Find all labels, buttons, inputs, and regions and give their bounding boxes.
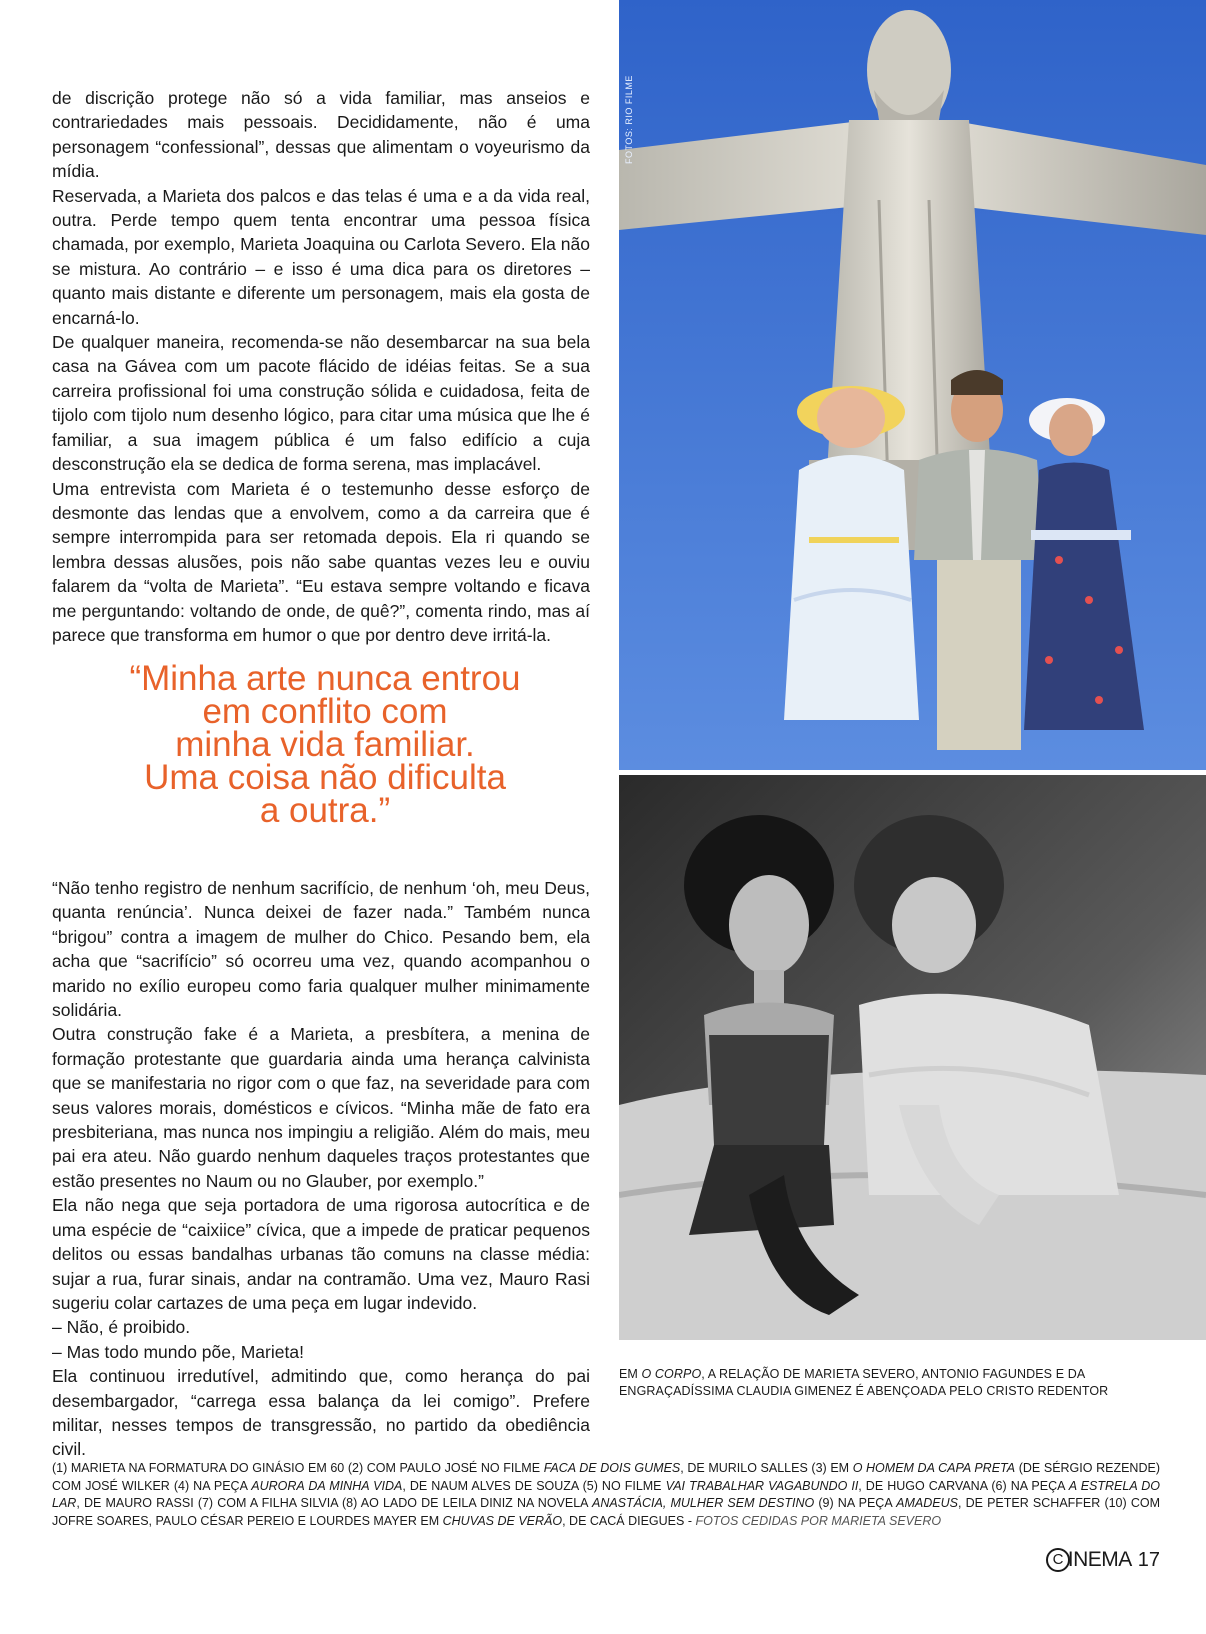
paragraph: Outra construção fake é a Marieta, a presbítera, a menina de formação protestante que guardaria ainda uma herança calvinista que se manifestaria no rigor com o que faz, na severidade para com seus valores morais, domésticos e cívicos. “Minha mãe de fato era presbiteriana, mas nunca nos impingiu a religião. Além do mais, meu pai era ateu. Não guardo nenhum daqueles traços protestantes que estão presentes no Naum ou no Glauber, por exemplo.”	[52, 1024, 590, 1191]
caption-part: , DE MAURO RASSI (7) COM A FILHA SILVIA (8) AO LADO DE LEILA DINIZ NA NOVELA	[76, 1496, 592, 1510]
photo-credit-line: FOTOS CEDIDAS POR MARIETA SEVERO	[695, 1513, 942, 1528]
pull-quote-line: Uma coisa não dificulta	[144, 758, 506, 797]
caption-title: VAI TRABALHAR VAGABUNDO II	[665, 1478, 859, 1493]
footer	[1046, 1548, 1160, 1572]
logo-initial: C	[1046, 1548, 1070, 1572]
caption-film-title: O CORPO	[641, 1367, 702, 1381]
caption-part: (1) MARIETA NA FORMATURA DO GINÁSIO EM 60 (2) COM PAULO JOSÉ NO FILME	[52, 1461, 544, 1475]
photo-cristo-redentor	[619, 0, 1206, 770]
photo-list-caption	[52, 1460, 1160, 1530]
paragraph: – Não, é proibido.	[52, 1317, 191, 1338]
caption-title: A ESTRELA DO LAR	[52, 1478, 1160, 1510]
pull-quote-line: em conflito com	[202, 692, 448, 731]
page-number: 17	[1137, 1548, 1160, 1571]
paragraph: Ela não nega que seja portadora de uma rigorosa autocrítica e de uma espécie de “caixiice” cívica, que a impede de praticar pequenos delitos ou essas bandalhas urbanas tão comuns na classe média: sujar a rua, furar sinais, andar na contramão. Uma vez, Mauro Rasi sugeriu colar cartazes de uma peça em lugar indevido.	[52, 1195, 590, 1313]
pull-quote-line: minha vida familiar.	[175, 725, 475, 764]
caption-title: CHUVAS DE VERÃO	[442, 1513, 563, 1528]
caption-title: ANASTÁCIA, MULHER SEM DESTINO	[591, 1496, 815, 1510]
paragraph: De qualquer maneira, recomenda-se não desembarcar na sua bela casa na Gávea com um pacote flácido de idéias feitas. Se a sua carreira profissional foi uma construção sólida e cuidadosa, feita de tijolo com tijolo num desenho lógico, para citar uma música que lhe é familiar, a sua imagem pública é um falso edifício a cuja desconstrução ela se dedica de forma serena, mas implacável.	[52, 332, 590, 475]
pull-quote	[60, 659, 590, 830]
caption-part: (9) NA PEÇA	[814, 1496, 897, 1510]
paragraph: – Mas todo mundo põe, Marieta!	[52, 1341, 304, 1362]
paragraph: Uma entrevista com Marieta é o testemunho desse esforço de desmonte das lendas que a envolvem, como a da carreira que é sempre interrompida para ser retomada depois. Ela ri quando se lembra dessas alusões, pois não sabe quantas vezes leu e ouviu falarem da “volta de Marieta”. “Eu estava sempre voltando e ficava me perguntando: voltando de onde, de quê?”, comenta rindo, mas aí parece que transforma em humor o que por dentro deve irritá-la.	[52, 478, 590, 645]
pull-quote-line: a outra.”	[259, 791, 391, 830]
photo-caption	[619, 1366, 1179, 1400]
pull-quote-line: “Minha arte nunca entrou	[129, 659, 521, 698]
caption-title: AURORA DA MINHA VIDA	[251, 1478, 403, 1493]
caption-part: (DE SÉRGIO REZENDE) COM JOSÉ WILKER (4) NA PEÇA	[52, 1461, 1160, 1493]
caption-title: FACA DE DOIS GUMES	[543, 1461, 681, 1475]
caption-part: , DE MURILO SALLES (3) EM	[680, 1461, 853, 1475]
caption-prefix: EM	[619, 1367, 642, 1381]
caption-text: , A RELAÇÃO DE MARIETA SEVERO, ANTONIO FAGUNDES E DA ENGRAÇADÍSSIMA CLAUDIA GIMENEZ É ABENÇOADA PELO CRISTO REDENTOR	[619, 1367, 1109, 1398]
photo-bw-illustration	[619, 775, 1206, 1340]
logo-rest: INEMA	[1067, 1548, 1132, 1571]
photo-o-corpo	[619, 775, 1206, 1340]
paragraph: “Não tenho registro de nenhum sacrifício, de nenhum ‘oh, meu Deus, quanta renúncia’. Nunca deixei de fazer nada.” Também nunca “brigou” contra a imagem de mulher do Chico. Pesando bem, ela acha que “sacrifício” só ocorreu uma vez, quando acompanhou o marido no exílio europeu como faria qualquer mulher minimamente solidária.	[52, 878, 590, 1021]
caption-part: , DE HUGO CARVANA (6) NA PEÇA	[858, 1478, 1069, 1493]
caption-title: O HOMEM DA CAPA PRETA	[852, 1461, 1016, 1475]
paragraph: Ela continuou irredutível, admitindo que, como herança do pai desembargador, “carrega essa balança da lei comigo”. Prefere militar, nesses tempos de transgressão, no partido da obediência civil.	[52, 1366, 590, 1460]
paragraph: de discrição protege não só a vida familiar, mas anseios e contrariedades mais pessoais. Decididamente, não é uma personagem “confessional”, dessas que alimentam o voyeurismo da mídia.	[52, 88, 590, 182]
article-text-bottom	[52, 876, 590, 1462]
caption-part: , DE CACÁ DIEGUES -	[562, 1513, 696, 1528]
paragraph: Reservada, a Marieta dos palcos e das telas é uma e a da vida real, outra. Perde tempo quem tenta encontrar uma pessoa física chamada, por exemplo, Marieta Joaquina ou Carlota Severo. Ela não se mistura. Ao contrário – e isso é uma dica para os diretores – quanto mais distante e diferente um personagem, mais ela gosta de encarná-lo.	[52, 185, 590, 328]
caption-part: , DE NAUM ALVES DE SOUZA (5) NO FILME	[402, 1478, 666, 1493]
caption-title: AMADEUS	[896, 1496, 958, 1510]
magazine-logo	[1046, 1548, 1132, 1572]
photo-cristo-illustration	[619, 0, 1206, 770]
photo-credit: FOTOS: RIO FILME	[624, 75, 634, 164]
article-text-top	[52, 86, 590, 647]
caption-part: , DE PETER SCHAFFER (10) COM JOFRE SOARES, PAULO CÉSAR PEREIO E LOURDES MAYER EM	[52, 1496, 1160, 1528]
